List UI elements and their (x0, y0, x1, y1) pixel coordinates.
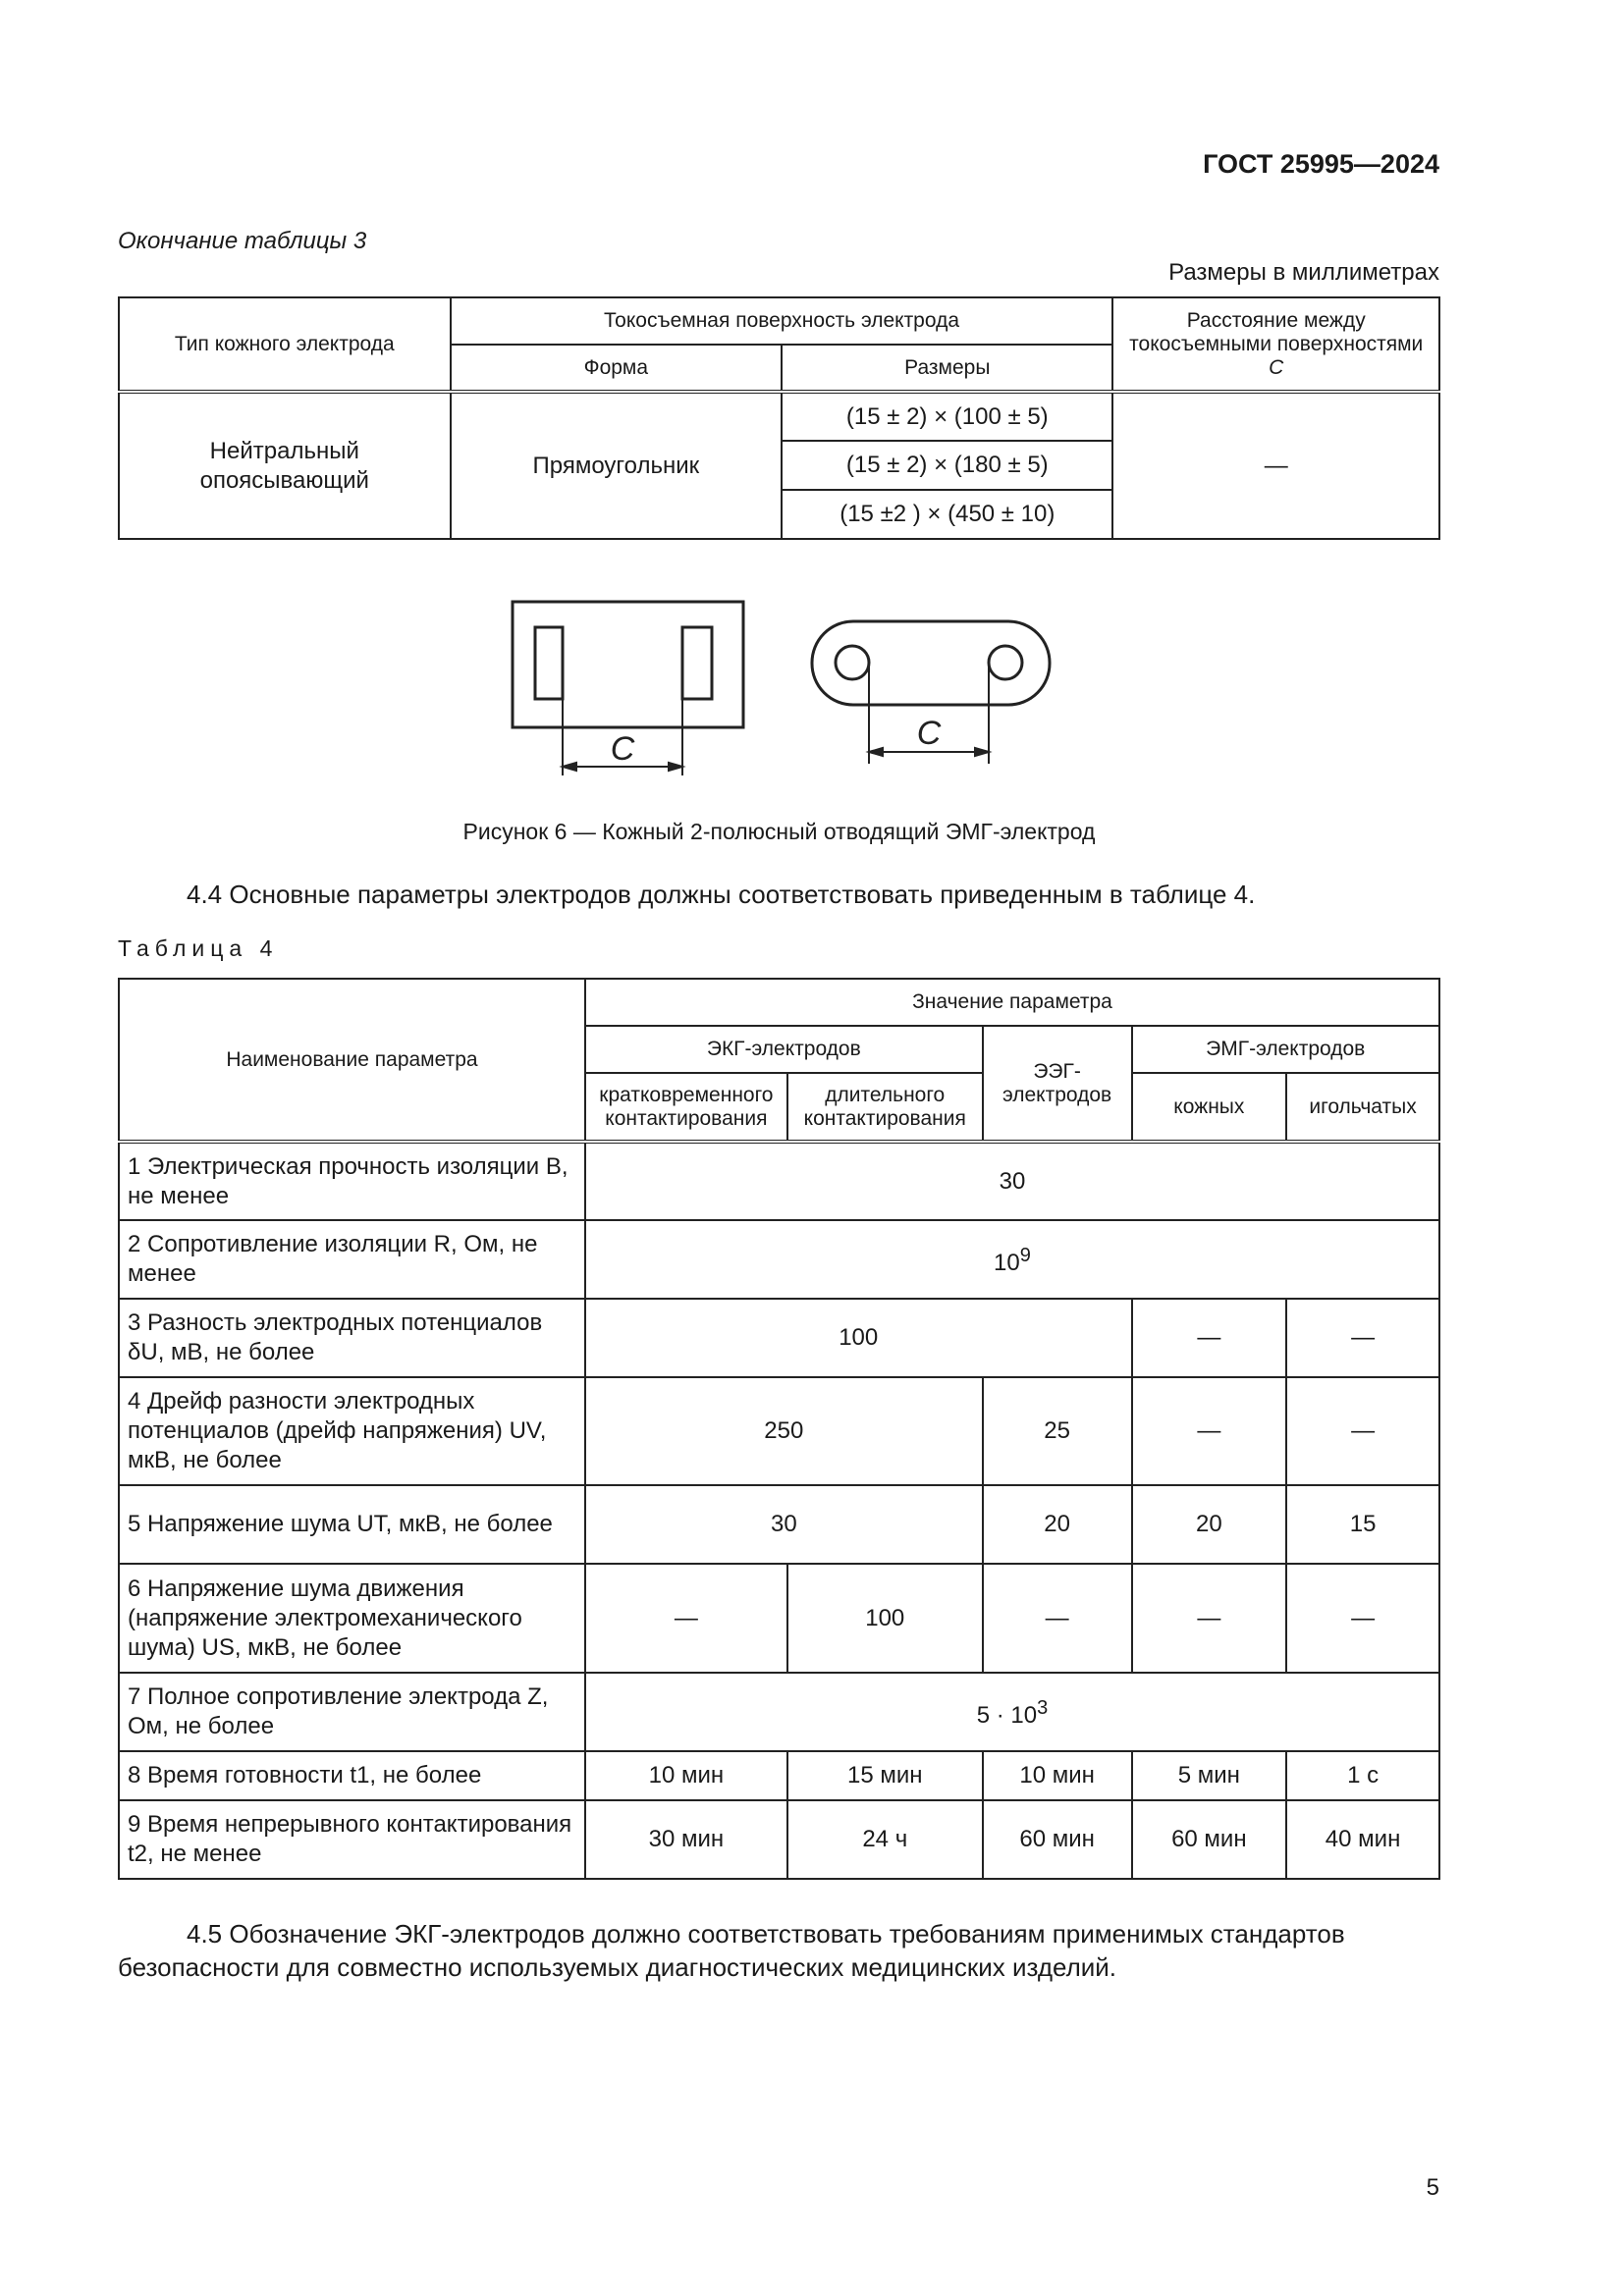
contact-circle-left (836, 646, 869, 679)
table-row (119, 1299, 1439, 1377)
cell-form: Прямоугольник (451, 392, 783, 539)
table-row (119, 1220, 1439, 1299)
table3-continuation-title: Окончание таблицы 3 (118, 228, 367, 254)
param-value-ecg-eeg: 100 (585, 1299, 1132, 1377)
param-value-long: 100 (787, 1564, 983, 1673)
param-name: 4 Дрейф разности электродных потенциалов (дрейф напряжения) UV, мкВ, не более (119, 1377, 585, 1485)
param-name: 2 Сопротивление изоляции R, Ом, не менее (119, 1220, 585, 1299)
units-note: Размеры в миллиметрах (1168, 259, 1439, 286)
param-value: 30 (585, 1142, 1439, 1220)
rect-electrode-body (513, 602, 743, 727)
param-value-long: 24 ч (787, 1800, 983, 1879)
col-header-distance (1112, 297, 1439, 392)
param-value-eeg: 20 (983, 1485, 1132, 1564)
rect-contact-right (682, 627, 712, 699)
param-value (585, 1673, 1439, 1751)
col-header-short-contact: кратковременного контактирования (585, 1073, 787, 1142)
param-value-short: — (585, 1564, 787, 1673)
cell-size: (15 ± 2) × (100 ± 5) (782, 392, 1112, 441)
col-header-type: Тип кожного электрода (119, 297, 451, 392)
param-name: 7 Полное сопротивление электрода Z, Ом, не более (119, 1673, 585, 1751)
contact-circle-right (989, 646, 1022, 679)
param-name: 9 Время непрерывного контактирования t2, не менее (119, 1800, 585, 1879)
param-value-needle: — (1286, 1564, 1439, 1673)
paragraph-4-4: 4.4 Основные параметры электродов должны соответствовать приведенным в таблице 4. (187, 880, 1256, 909)
page-number: 5 (1426, 2174, 1439, 2201)
col-header-eeg: ЭЭГ-электродов (983, 1026, 1132, 1142)
param-value-needle: 15 (1286, 1485, 1439, 1564)
col-header-parameter-value: Значение параметра (585, 979, 1439, 1026)
dimension-label-right: C (916, 715, 942, 752)
col-header-ecg: ЭКГ-электродов (585, 1026, 983, 1073)
value-exponent: 3 (1037, 1697, 1049, 1719)
rect-contact-left (535, 627, 563, 699)
param-value-skin: — (1132, 1377, 1287, 1485)
param-value-needle: — (1286, 1377, 1439, 1485)
value-base: 5 · 10 (976, 1702, 1038, 1729)
table-row (119, 1800, 1439, 1879)
param-name: 3 Разность электродных потенциалов δU, мВ, не более (119, 1299, 585, 1377)
figure-6-drawing (491, 587, 1080, 788)
table-row (119, 1377, 1439, 1485)
table-4 (118, 978, 1440, 1880)
table-row (119, 1673, 1439, 1751)
distance-header-text: Расстояние между токосъемными поверхностями (1129, 308, 1424, 355)
param-value-short: 30 мин (585, 1800, 787, 1879)
distance-symbol: C (1269, 355, 1284, 379)
param-value-needle: — (1286, 1299, 1439, 1377)
param-value-eeg: 25 (983, 1377, 1132, 1485)
param-value-skin: 60 мин (1132, 1800, 1287, 1879)
oval-electrode-body (812, 621, 1050, 705)
table-4-label: Таблица 4 (118, 935, 279, 961)
cell-size: (15 ±2 ) × (450 ± 10) (782, 490, 1112, 539)
param-value-eeg: — (983, 1564, 1132, 1673)
param-value-skin: 20 (1132, 1485, 1287, 1564)
param-value-eeg: 60 мин (983, 1800, 1132, 1879)
col-header-skin: кожных (1132, 1073, 1287, 1142)
param-value-eeg: 10 мин (983, 1751, 1132, 1800)
cell-distance: — (1112, 392, 1439, 539)
param-name: 5 Напряжение шума UT, мкВ, не более (119, 1485, 585, 1564)
param-value-needle: 1 с (1286, 1751, 1439, 1800)
dimension-label-left: C (610, 730, 635, 768)
col-header-parameter-name: Наименование параметра (119, 979, 585, 1142)
document-number: ГОСТ 25995—2024 (1203, 149, 1439, 179)
table-3 (118, 296, 1440, 540)
param-name: 1 Электрическая прочность изоляции B, не менее (119, 1142, 585, 1220)
table-row (119, 1751, 1439, 1800)
table-row (119, 1485, 1439, 1564)
col-header-emg: ЭМГ-электродов (1132, 1026, 1439, 1073)
param-value-skin: — (1132, 1299, 1287, 1377)
param-name: 6 Напряжение шума движения (напряжение электромеханического шума) US, мкВ, не более (119, 1564, 585, 1673)
value-base: 10 (994, 1250, 1020, 1276)
figure-6-caption: Рисунок 6 — Кожный 2-полюсный отводящий ЭМГ-электрод (462, 819, 1096, 844)
param-value-ecg: 250 (585, 1377, 983, 1485)
table-row (119, 1564, 1439, 1673)
paragraph-4-5: 4.5 Обозначение ЭКГ-электродов должно соответствовать требованиям применимых стандартов безопасности для совместно используемых диагностических медицинских изделий. (118, 1919, 1345, 1982)
cell-size: (15 ± 2) × (180 ± 5) (782, 441, 1112, 490)
param-value-skin: — (1132, 1564, 1287, 1673)
param-value-skin: 5 мин (1132, 1751, 1287, 1800)
param-name: 8 Время готовности t1, не более (119, 1751, 585, 1800)
col-header-long-contact: длительного контактирования (787, 1073, 983, 1142)
col-header-surface: Токосъемная поверхность электрода (451, 297, 1113, 345)
param-value (585, 1220, 1439, 1299)
col-header-needle: игольчатых (1286, 1073, 1439, 1142)
param-value-needle: 40 мин (1286, 1800, 1439, 1879)
param-value-ecg: 30 (585, 1485, 983, 1564)
col-header-form: Форма (451, 345, 783, 392)
param-value-short: 10 мин (585, 1751, 787, 1800)
cell-electrode-type: Нейтральный опоясывающий (119, 392, 451, 539)
param-value-long: 15 мин (787, 1751, 983, 1800)
table-row (119, 1142, 1439, 1220)
value-exponent: 9 (1019, 1245, 1031, 1266)
col-header-sizes: Размеры (782, 345, 1112, 392)
